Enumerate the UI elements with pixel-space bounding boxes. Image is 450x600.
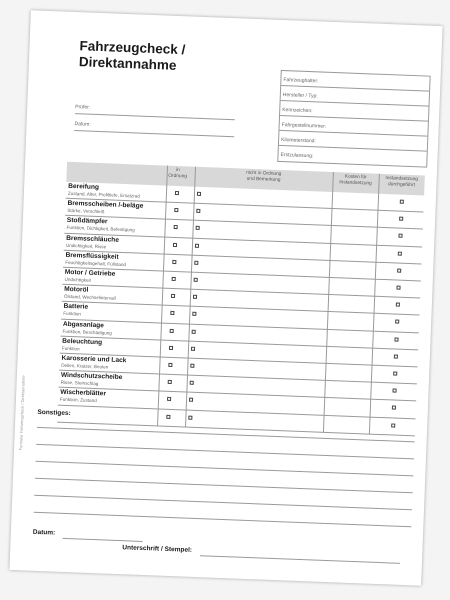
row-sublabel: Ölstand, Wechselintervall — [63, 293, 116, 301]
sonstiges-line[interactable] — [36, 461, 414, 477]
checkbox-nicht-in-ordnung[interactable] — [195, 243, 199, 247]
checkbox-in-ordnung[interactable] — [172, 277, 176, 281]
row-label: Wischerblätter — [60, 389, 107, 398]
vehicle-field-label: Fahrgestellnummer: — [281, 122, 327, 130]
row-label: Motoröl — [64, 285, 89, 294]
vehicle-field-label: Hersteller / Typ: — [282, 92, 318, 100]
checkbox-durchgefuehrt[interactable] — [397, 268, 401, 272]
row-sublabel: Stärke, Verschleiß — [67, 208, 105, 215]
sonstiges-lines[interactable] — [31, 10, 443, 26]
header-kosten: Kosten für Instandsetzung — [339, 174, 372, 187]
sonstiges-line[interactable] — [35, 478, 413, 494]
vehicle-field-label: Erstzulassung: — [280, 151, 314, 160]
checkbox-nicht-in-ordnung[interactable] — [196, 226, 200, 230]
signature-label: Unterschrift / Stempel: — [122, 544, 193, 554]
row-sublabel: Feuchtigkeitsgehalt, Füllstand — [65, 259, 127, 267]
checkbox-nicht-in-ordnung[interactable] — [190, 381, 194, 385]
checkbox-durchgefuehrt[interactable] — [400, 200, 404, 204]
checkbox-durchgefuehrt[interactable] — [399, 217, 403, 221]
checkbox-nicht-in-ordnung[interactable] — [192, 329, 196, 333]
checkbox-nicht-in-ordnung[interactable] — [190, 364, 194, 368]
checkbox-in-ordnung[interactable] — [168, 380, 172, 384]
checkbox-in-ordnung[interactable] — [167, 397, 171, 401]
row-label: Motor / Getriebe — [64, 268, 116, 278]
checkbox-in-ordnung[interactable] — [172, 260, 176, 264]
checkbox-durchgefuehrt[interactable] — [392, 389, 396, 393]
row-label: Batterie — [63, 303, 89, 312]
row-sublabel: Funktion, Zustand — [59, 397, 97, 404]
row-sublabel: Funktion, Dichtigkeit, Befestigung — [66, 225, 135, 233]
row-label: Karosserie und Lack — [61, 354, 127, 365]
row-sublabel: Funktion — [61, 345, 80, 352]
checkbox-in-ordnung[interactable] — [174, 208, 178, 212]
checkbox-durchgefuehrt[interactable] — [398, 234, 402, 238]
checkbox-in-ordnung[interactable] — [169, 346, 173, 350]
checkbox-durchgefuehrt[interactable] — [393, 371, 397, 375]
row-sublabel: Risse, Steinschlag — [60, 379, 99, 387]
row-sublabel: Funktion, Beschädigung — [62, 328, 112, 336]
datum-line[interactable] — [63, 538, 143, 542]
checkbox-nicht-in-ordnung[interactable] — [193, 295, 197, 299]
checkbox-nicht-in-ordnung[interactable] — [188, 415, 192, 419]
checkbox-durchgefuehrt[interactable] — [394, 337, 398, 341]
sonstiges-label: Sonstiges: — [37, 408, 71, 418]
row-label: Bremsschläuche — [66, 234, 120, 244]
checkbox-durchgefuehrt[interactable] — [395, 320, 399, 324]
checkbox-nicht-in-ordnung[interactable] — [191, 346, 195, 350]
checkbox-in-ordnung[interactable] — [173, 243, 177, 247]
checkbox-nicht-in-ordnung[interactable] — [189, 398, 193, 402]
row-sublabel: Funktion — [63, 311, 81, 317]
row-label: Bremsscheiben /-beläge — [67, 200, 144, 210]
checkbox-durchgefuehrt[interactable] — [392, 406, 396, 410]
checkbox-durchgefuehrt[interactable] — [394, 354, 398, 358]
row-label: Bremsflüssigkeit — [65, 251, 119, 261]
checkbox-durchgefuehrt[interactable] — [396, 286, 400, 290]
row-label: Windschutzscheibe — [60, 371, 123, 382]
sonstiges-line[interactable] — [36, 444, 414, 460]
checkbox-nicht-in-ordnung[interactable] — [194, 261, 198, 265]
row-sublabel: Undichtigkeit — [64, 276, 91, 283]
checkbox-in-ordnung[interactable] — [175, 191, 179, 195]
checkbox-in-ordnung[interactable] — [170, 311, 174, 315]
form-title: Fahrzeugcheck / Direktannahme — [78, 38, 186, 73]
side-imprint: Formular Fahrzeugcheck / Direktannahme — [18, 375, 26, 451]
checkbox-in-ordnung[interactable] — [170, 328, 174, 332]
vehicle-field-label: Kilometerstand: — [280, 137, 316, 145]
checkbox-durchgefuehrt[interactable] — [396, 303, 400, 307]
field-line-pruefer — [75, 113, 235, 120]
checkbox-in-ordnung[interactable] — [171, 294, 175, 298]
datum-label: Datum: — [32, 528, 56, 537]
checkbox-nicht-in-ordnung[interactable] — [192, 312, 196, 316]
checkbox-in-ordnung[interactable] — [166, 414, 170, 418]
sonstiges-line[interactable] — [34, 512, 412, 528]
checkbox-nicht-in-ordnung[interactable] — [196, 209, 200, 213]
form-sheet — [9, 10, 442, 585]
row-label: Beleuchtung — [62, 337, 103, 347]
field-line-datum-top — [74, 130, 234, 137]
checkbox-durchgefuehrt[interactable] — [391, 423, 395, 427]
row-sublabel: Dellen, Kratzer, Beulen — [61, 362, 109, 370]
checkbox-nicht-in-ordnung[interactable] — [194, 278, 198, 282]
vehicle-field-label: Kennzeichen: — [282, 107, 313, 115]
checkbox-durchgefuehrt[interactable] — [398, 251, 402, 255]
row-label: Stoßdämpfer — [66, 217, 108, 226]
sonstiges-line[interactable] — [34, 495, 412, 511]
field-label-datum-top: Datum: — [74, 121, 91, 128]
row-label: Abgasanlage — [62, 320, 105, 329]
field-label-pruefer: Prüfer: — [75, 104, 91, 111]
checkbox-nicht-in-ordnung[interactable] — [197, 192, 201, 196]
vehicle-field-label: Fahrzeughalter: — [283, 77, 319, 85]
row-sublabel: Undichtigkeit, Risse — [65, 242, 107, 249]
checkbox-in-ordnung[interactable] — [174, 225, 178, 229]
vehicle-info-box — [277, 70, 430, 168]
header-nicht-in-ordnung: nicht in Ordnung und Bemerkung — [246, 170, 282, 183]
header-in-ordnung: in Ordnung — [168, 167, 188, 179]
signature-line[interactable] — [200, 555, 400, 564]
row-label: Bereifung — [68, 182, 100, 192]
checkbox-in-ordnung[interactable] — [168, 363, 172, 367]
header-durchgefuehrt: Instandsetzung durchgeführt — [385, 176, 419, 188]
row-sublabel: Zustand, Alter, Profiltiefe, Ersatzrad — [67, 190, 140, 199]
